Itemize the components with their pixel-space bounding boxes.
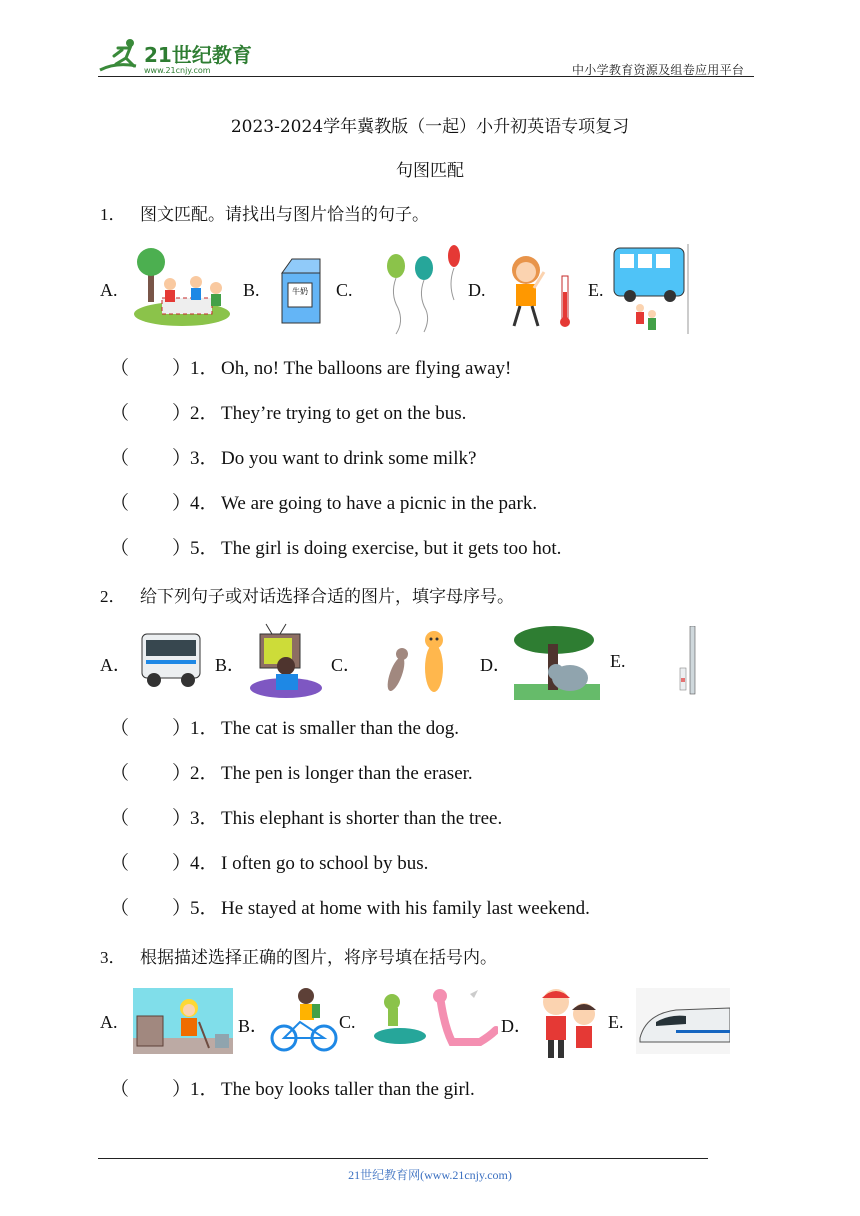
q1-option-e-label: E. [588, 280, 604, 300]
q1-option-b-label: B. [243, 280, 260, 300]
answer-paren-open: （ [110, 853, 130, 874]
q3-option-b-label: B． [238, 1016, 269, 1036]
item-sentence: The pen is longer than the eraser. [221, 763, 473, 784]
item-sentence: I often go to school by bus. [221, 853, 429, 874]
answer-paren-close: ） [172, 853, 192, 874]
milk-carton-picture [276, 255, 324, 325]
footer-text: 21世纪教育网(www.21cnjy.com) [348, 1168, 512, 1182]
girl-exercise-picture [500, 248, 582, 330]
answer-paren-open: （ [110, 898, 130, 919]
boy-on-bike-picture [270, 986, 338, 1056]
q3-option-c-label: C. [339, 1012, 356, 1032]
answer-paren-close: ） [172, 538, 192, 559]
bus-boarding-picture [610, 244, 690, 334]
answer-paren-open: （ [110, 538, 130, 559]
answer-paren-close: ） [172, 358, 192, 379]
item-number: 5． [190, 538, 219, 559]
footer-divider [98, 1158, 708, 1159]
q1-number: 1． [100, 205, 126, 224]
item-sentence: We are going to have a picnic in the park. [221, 493, 538, 514]
item-number: 4． [190, 853, 219, 874]
item-number: 3． [190, 808, 219, 829]
logo-url: www.21cnjy.com [144, 66, 211, 75]
logo-text: 21世纪教育 [144, 43, 252, 67]
page-subtitle: 句图匹配 [396, 161, 464, 181]
page-title: 2023-2024学年冀教版（一起）小升初英语专项复习 [230, 117, 630, 137]
header-divider [98, 76, 754, 77]
q3-option-a-label: A. [100, 1012, 118, 1032]
pen-and-eraser-picture [672, 626, 702, 696]
q1-option-d-label: D. [468, 280, 486, 300]
q2-heading [100, 582, 514, 607]
boy-and-girl-picture [536, 984, 602, 1060]
q2-number: 2． [100, 587, 126, 606]
answer-paren-open: （ [110, 718, 130, 739]
answer-paren-close: ） [172, 448, 192, 469]
q3-option-d-label: D． [501, 1016, 532, 1036]
dinosaurs-picture [370, 986, 498, 1056]
answer-paren-close: ） [172, 763, 192, 784]
item-number: 4． [190, 493, 219, 514]
q1-option-a-label: A. [100, 280, 118, 300]
item-sentence: This elephant is shorter than the tree. [221, 808, 503, 829]
high-speed-train-picture [636, 988, 730, 1054]
q2-option-c-label: C． [331, 655, 362, 675]
answer-paren-close: ） [172, 718, 192, 739]
q3-heading [100, 943, 497, 968]
q1-option-c-label: C. [336, 280, 353, 300]
item-number: 2． [190, 763, 219, 784]
item-sentence: He stayed at home with his family last weekend. [221, 898, 590, 919]
answer-paren-open: （ [110, 448, 130, 469]
answer-paren-close: ） [172, 403, 192, 424]
item-sentence: Oh, no! The balloons are flying away! [221, 358, 512, 379]
bus-picture [138, 628, 204, 690]
item-number: 5． [190, 898, 219, 919]
item-sentence: The boy looks taller than the girl. [221, 1079, 475, 1100]
q3-number: 3． [100, 948, 126, 967]
site-logo [96, 36, 256, 76]
answer-paren-open: （ [110, 1079, 130, 1100]
item-number: 3． [190, 448, 219, 469]
answer-paren-open: （ [110, 808, 130, 829]
cat-and-dog-picture [378, 624, 458, 704]
answer-paren-close: ） [172, 1079, 192, 1100]
q2-option-a-label: A． [100, 655, 131, 675]
milk-label: 牛奶 [292, 287, 308, 296]
q3-instruction: 根据描述选择正确的图片，将序号填在括号内。 [140, 948, 497, 968]
answer-paren-close: ） [172, 808, 192, 829]
item-sentence: The cat is smaller than the dog. [221, 718, 459, 739]
q2-option-e-label: E. [610, 651, 626, 671]
answer-paren-close: ） [172, 898, 192, 919]
q2-option-b-label: B． [215, 655, 246, 675]
answer-paren-open: （ [110, 403, 130, 424]
answer-paren-open: （ [110, 763, 130, 784]
item-sentence: Do you want to drink some milk? [221, 448, 477, 469]
item-sentence: They’re trying to get on the bus. [221, 403, 467, 424]
elephant-tree-picture [514, 622, 600, 700]
picnic-picture [132, 248, 234, 328]
answer-paren-open: （ [110, 358, 130, 379]
answer-paren-close: ） [172, 493, 192, 514]
boy-watching-tv-picture [246, 622, 324, 700]
item-number: 2． [190, 403, 219, 424]
header-platform-text: 中小学教育资源及组卷应用平台 [572, 63, 745, 77]
q3-option-e-label: E. [608, 1012, 624, 1032]
q2-instruction: 给下列句子或对话选择合适的图片，填字母序号。 [140, 587, 514, 607]
girl-cleaning-picture [133, 988, 233, 1054]
item-number: 1． [190, 1079, 219, 1100]
q1-heading [100, 200, 429, 225]
answer-paren-open: （ [110, 493, 130, 514]
item-sentence: The girl is doing exercise, but it gets too hot. [221, 538, 562, 559]
q1-instruction: 图文匹配。请找出与图片恰当的句子。 [140, 205, 429, 225]
item-number: 1． [190, 358, 219, 379]
balloons-picture [384, 244, 460, 336]
q2-option-d-label: D． [480, 655, 511, 675]
item-number: 1． [190, 718, 219, 739]
